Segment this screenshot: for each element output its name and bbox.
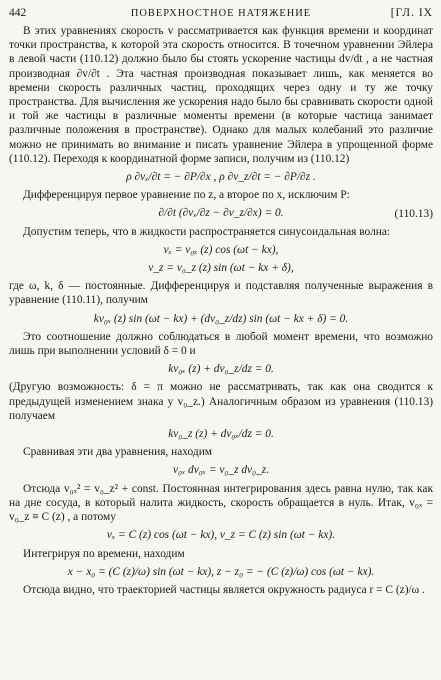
paragraph-compare: Сравнивая эти два уравнения, находим <box>23 446 213 459</box>
equation-110-13 <box>9 206 433 220</box>
equation-110-13-body: ∂/∂t (∂vₓ/∂z − ∂v_z/∂x) = 0. <box>158 207 284 220</box>
equation-vx: vₓ = v₀ₓ (z) cos (ωt − kx), <box>163 243 279 256</box>
running-title: ПОВЕРХНОСТНОЕ НАТЯЖЕНИЕ <box>130 8 312 19</box>
equation-velocities: vₓ = C (z) cos (ωt − kx), v_z = C (z) sin (ωt − kx). <box>106 529 336 542</box>
equation-trajectory: x − x₀ = (C (z)/ω) sin (ωt − kx), z − z₀ = − (C (z)/ω) cos (ωt − kx). <box>67 565 375 578</box>
paragraph-differentiate: Дифференцируя первое уравнение по z, а второе по x, исключим P: <box>23 189 350 202</box>
equation-number: (110.13) <box>394 207 433 220</box>
paragraph-circle: Отсюда видно, что траекторией частицы является окружность радиуса r = C (z)/ω . <box>23 583 425 596</box>
equation-compare: v₀ₓ dv₀ₓ = v₀_z dv₀_z. <box>172 464 270 477</box>
equation-condition-1: kv₀ₓ (z) + dv₀_z/dz = 0. <box>168 363 274 376</box>
paragraph-other-possibility: (Другую возможность: δ = π можно не рассматривать, так как она сводится к предыдущей изменением знака у v₀_z.) Аналогичным образом из уравнения (110.13) получаем <box>9 381 433 422</box>
page-number: 442 <box>9 7 27 19</box>
paragraph-integrate: Интегрируя по времени, находим <box>23 547 185 560</box>
equation-euler-components: ρ ∂vₓ/∂t = − ∂P/∂x , ρ ∂v_z/∂t = − ∂P/∂z . <box>126 171 316 184</box>
paragraph-condition: Это соотношение должно соблюдаться в любой момент времени, что возможно лишь при выполнении условий δ = 0 и <box>9 330 433 358</box>
paragraph-constants: где ω, k, δ — постоянные. Дифференцируя и подставляя полученные выражения в уравнение (110.11), получим <box>9 280 433 307</box>
chapter-label: [ГЛ. IX <box>390 7 433 19</box>
book-page <box>9 4 433 597</box>
paragraph-sine-wave: Допустим теперь, что в жидкости распространяется синусоидальная волна: <box>23 225 391 238</box>
paragraph-const: Отсюда v₀ₓ² = v₀_z² + const. Постоянная интегрирования здесь равна нулю, так как на дне сосуда, в который налита жидкость, скорость обращается в нуль. Итак, v₀ₓ = v₀_z ≡ C (z) , а потому <box>9 482 433 524</box>
equation-substitution: kv₀ₓ (z) sin (ωt − kx) + (dv₀_z/dz) sin (ωt − kx + δ) = 0. <box>93 312 349 325</box>
equation-vz: v_z = v₀_z (z) sin (ωt − kx + δ), <box>148 262 294 275</box>
paragraph-intro: В этих уравнениях скорость v рассматривается как функция времени и координат точки пространства, к которой эта скорость относится. В точечном уравнении Эйлера в левой части (110.12) должно было бы стоять ускорение частицы dv/dt , а не частная производная ∂v/∂t . Эта частная производная показывает лишь, как меняется во времени скорость различных частиц, проходящих через одну и ту же точку пространства. Для вычисления же ускорения надо было бы сравнивать скорости одной и той же частицы в различные моменты времени (в которые частица занимает различные положения в пространстве). Однако для малых колебаний это различие можно не принимать во внимание и писать уравнение Эйлера в упрощенной форме (110.12). Переходя к координатной форме записи, получим из (110.12) <box>9 25 433 165</box>
equation-condition-2: kv₀_z (z) + dv₀ₓ/dz = 0. <box>168 428 274 441</box>
page-header <box>9 4 433 24</box>
